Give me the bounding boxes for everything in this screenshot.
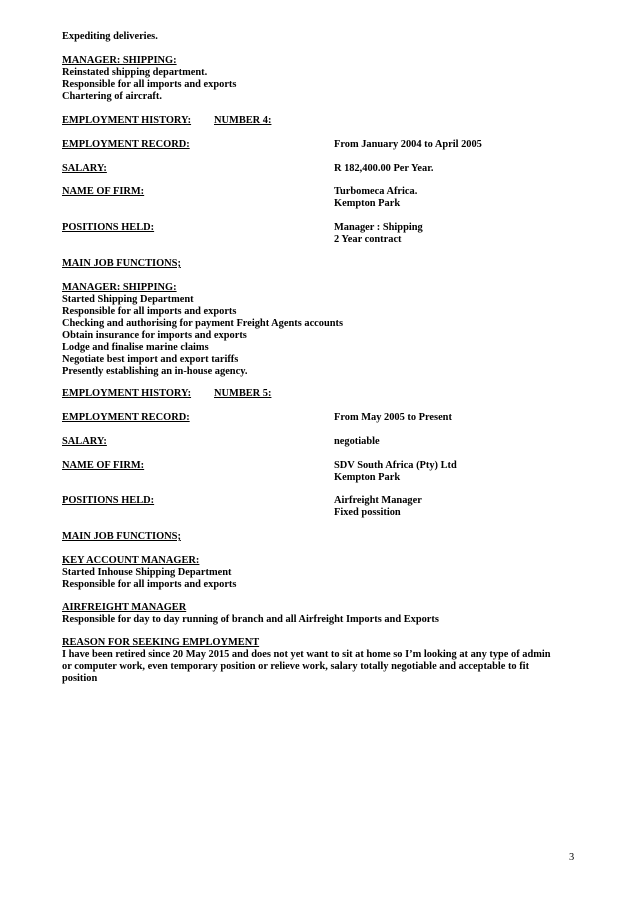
history4-role-line: Started Shipping Department xyxy=(62,294,194,305)
history4-label: EMPLOYMENT HISTORY: xyxy=(62,115,192,126)
prev-manager-line: Responsible for all imports and exports xyxy=(62,79,237,90)
reason-line: or computer work, even temporary position or relieve work, salary totally negotiable and acceptable to fit xyxy=(62,661,530,672)
history4-role-line: Checking and authorising for payment Freight Agents accounts xyxy=(62,318,344,329)
history4-role-line: Obtain insurance for imports and exports xyxy=(62,330,247,341)
page-number: 3 xyxy=(569,852,575,863)
history5-positions-detail: Fixed possition xyxy=(334,507,401,518)
prev-manager-heading: MANAGER: SHIPPING: xyxy=(62,55,177,66)
prev-manager-line: Reinstated shipping department. xyxy=(62,67,208,78)
history4-firm-value: Turbomeca Africa. xyxy=(334,186,418,197)
prev-duty-line: Expediting deliveries. xyxy=(62,31,158,42)
history5-functions-label: MAIN JOB FUNCTIONS; xyxy=(62,531,181,542)
history4-functions-label: MAIN JOB FUNCTIONS; xyxy=(62,258,181,269)
history5-positions-value: Airfreight Manager xyxy=(334,495,422,506)
history4-role-line: Lodge and finalise marine claims xyxy=(62,342,209,353)
reason-heading: REASON FOR SEEKING EMPLOYMENT xyxy=(62,637,260,648)
history5-kam-heading: KEY ACCOUNT MANAGER: xyxy=(62,555,200,566)
history4-positions-detail: 2 Year contract xyxy=(334,234,402,245)
history5-firm-value: SDV South Africa (Pty) Ltd xyxy=(334,460,457,471)
history4-role-line: Responsible for all imports and exports xyxy=(62,306,237,317)
history4-role-heading: MANAGER: SHIPPING: xyxy=(62,282,177,293)
history5-label: EMPLOYMENT HISTORY: xyxy=(62,388,192,399)
history5-positions-label: POSITIONS HELD: xyxy=(62,495,155,506)
history5-airfreight-heading: AIRFREIGHT MANAGER xyxy=(62,602,187,613)
reason-line: position xyxy=(62,673,98,684)
history5-firm-label: NAME OF FIRM: xyxy=(62,460,145,471)
history5-salary-label: SALARY: xyxy=(62,436,107,447)
prev-manager-line: Chartering of aircraft. xyxy=(62,91,162,102)
history5-salary-value: negotiable xyxy=(334,436,380,447)
history4-record-value: From January 2004 to April 2005 xyxy=(334,139,482,150)
history5-number: NUMBER 5: xyxy=(214,388,272,399)
history4-firm-location: Kempton Park xyxy=(334,198,401,209)
history4-role-line: Presently establishing an in-house agency. xyxy=(62,366,248,377)
history4-salary-value: R 182,400.00 Per Year. xyxy=(334,163,434,174)
history4-role-line: Negotiate best import and export tariffs xyxy=(62,354,239,365)
history5-airfreight-line: Responsible for day to day running of branch and all Airfreight Imports and Exports xyxy=(62,614,439,625)
reason-line: I have been retired since 20 May 2015 and does not yet want to sit at home so I’m looking at any type of admin xyxy=(62,649,551,660)
history4-record-label: EMPLOYMENT RECORD: xyxy=(62,139,190,150)
history5-record-label: EMPLOYMENT RECORD: xyxy=(62,412,190,423)
history4-salary-label: SALARY: xyxy=(62,163,107,174)
history4-firm-label: NAME OF FIRM: xyxy=(62,186,145,197)
history4-positions-value: Manager : Shipping xyxy=(334,222,423,233)
history5-firm-location: Kempton Park xyxy=(334,472,401,483)
history5-kam-line: Started Inhouse Shipping Department xyxy=(62,567,232,578)
history4-number: NUMBER 4: xyxy=(214,115,272,126)
history5-record-value: From May 2005 to Present xyxy=(334,412,452,423)
history5-kam-line: Responsible for all imports and exports xyxy=(62,579,237,590)
history4-positions-label: POSITIONS HELD: xyxy=(62,222,155,233)
